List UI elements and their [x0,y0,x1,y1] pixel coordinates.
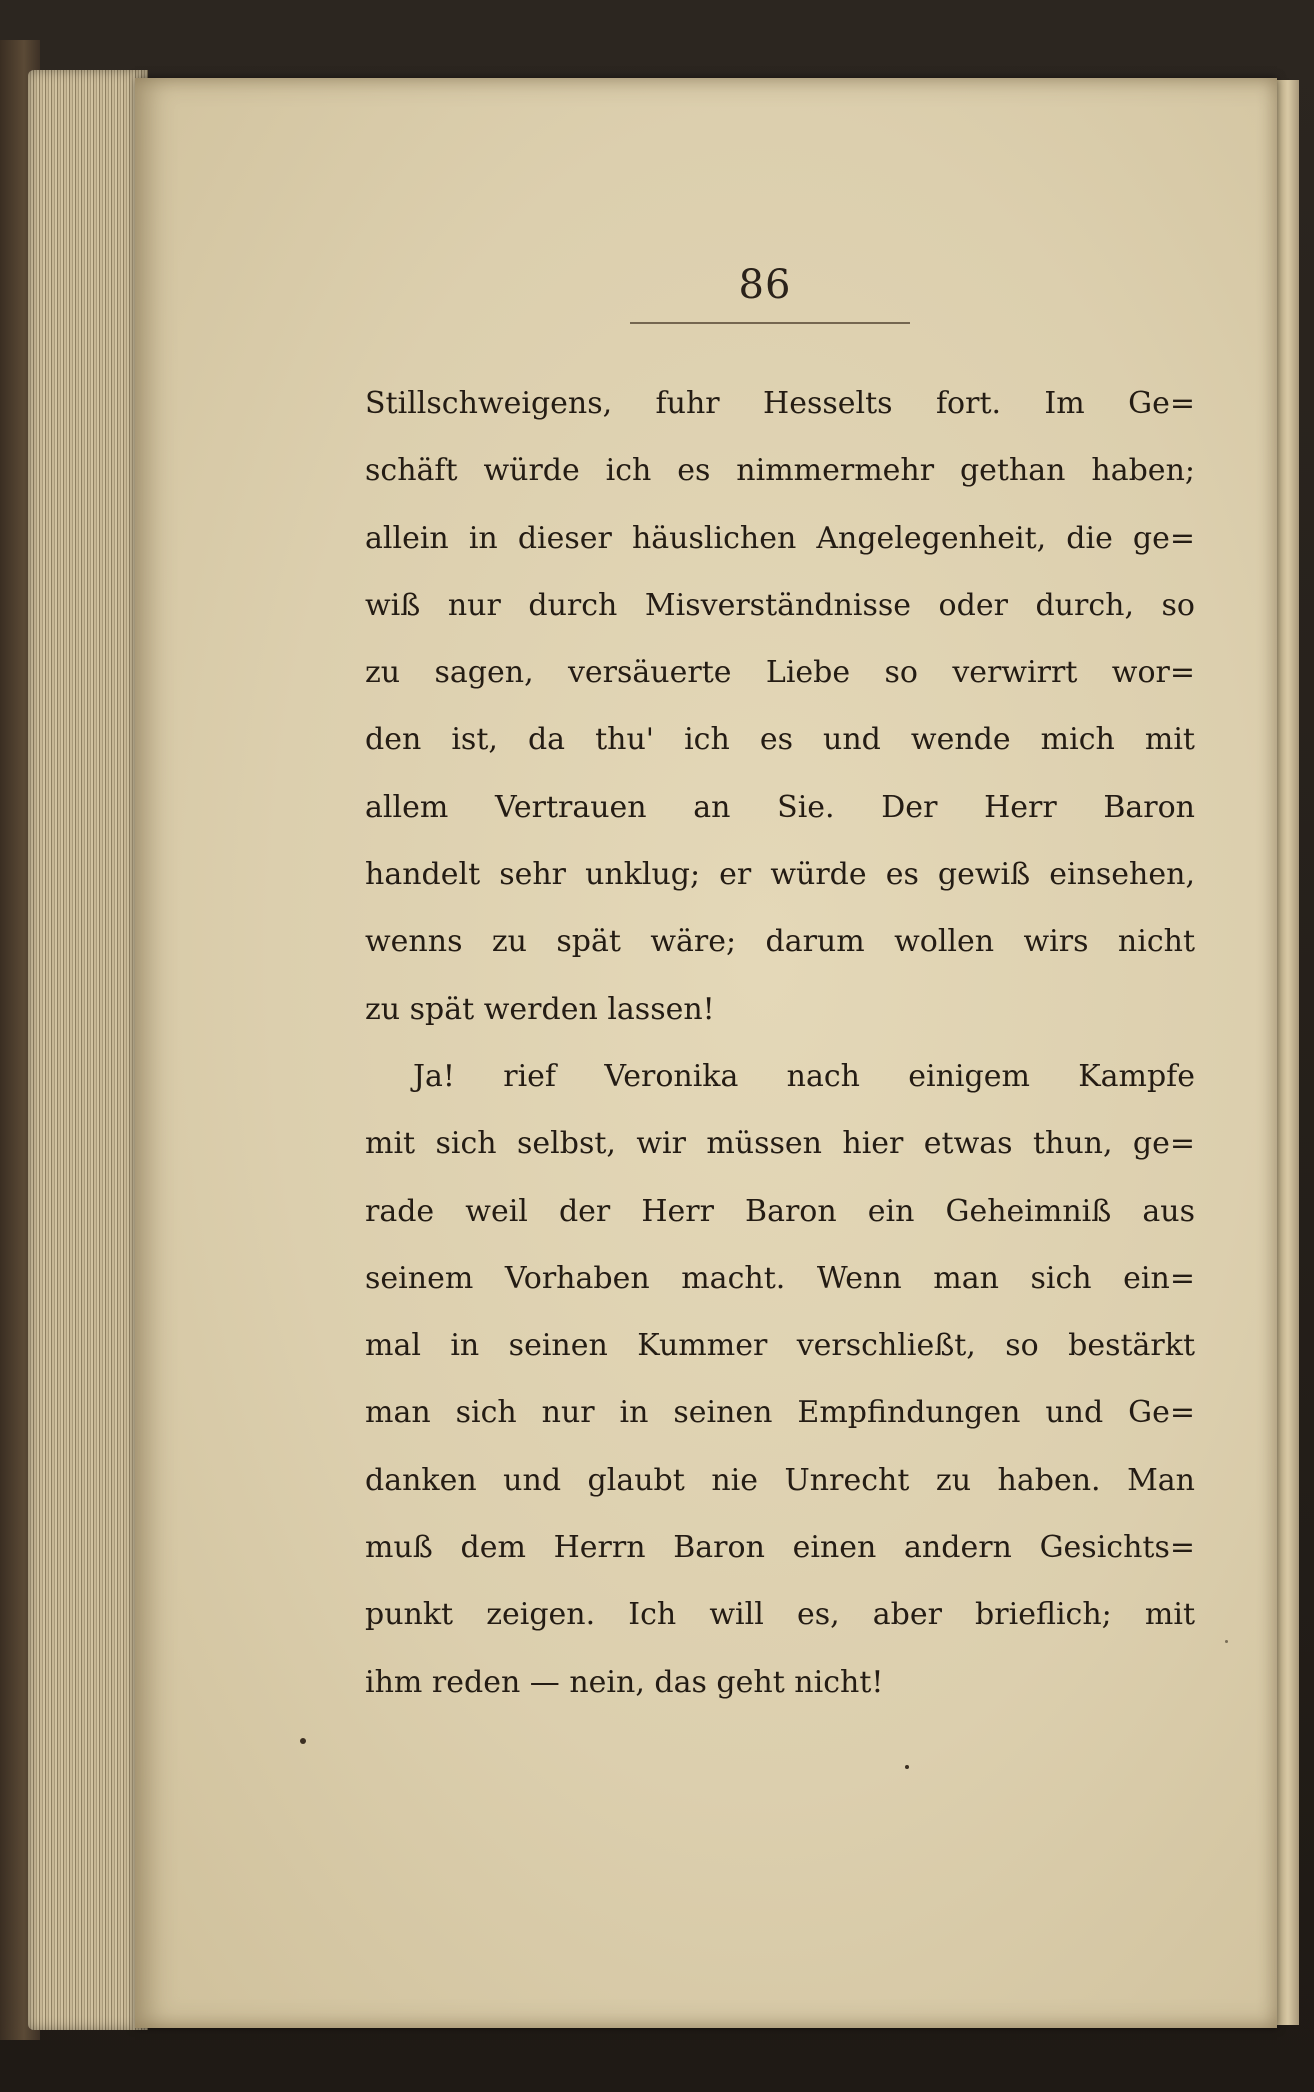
text-line: mal in seinen Kummer verschließt, so bestärkt [365,1328,1195,1364]
text-line: Stillschweigens, fuhr Hesselts fort. Im Ge= [365,386,1195,421]
text-line: schäft würde ich es nimmermehr gethan haben; [365,453,1195,489]
paper-speck [300,1738,306,1744]
text-line: punkt zeigen. Ich will es, aber brieflich; mit [365,1597,1195,1633]
paper-speck [905,1765,909,1769]
text-line: Ja! rief Veronika nach einigem Kampfe [413,1058,1195,1094]
right-page-edge [1277,80,1299,2025]
text-line: zu sagen, versäuerte Liebe so verwirrt wor= [365,655,1195,691]
text-line: allem Vertrauen an Sie. Der Herr Baron [365,789,1195,825]
text-line: mit sich selbst, wir müssen hier etwas thun, ge= [365,1126,1195,1162]
text-line: man sich nur in seinen Empfindungen und Ge= [365,1395,1195,1431]
text-line: allein in dieser häuslichen Angelegenheit, die ge= [365,520,1195,556]
header-rule [630,322,910,324]
text-line: den ist, da thu' ich es und wende mich mit [365,722,1195,758]
text-line: seinem Vorhaben macht. Wenn man sich ein= [365,1260,1195,1296]
text-line: zu spät werden lassen! [365,991,715,1027]
text-line: wiß nur durch Misverständnisse oder durch, so [365,587,1195,623]
text-line: danken und glaubt nie Unrecht zu haben. Man [365,1462,1195,1498]
body-text [365,370,1195,1716]
text-line: ihm reden — nein, das geht nicht! [365,1664,884,1700]
page-stack-edges [28,70,148,2030]
page-number: 86 [738,262,792,308]
text-line: muß dem Herrn Baron einen andern Gesichts= [365,1530,1195,1566]
paper-speck [1225,1640,1228,1643]
text-line: handelt sehr unklug; er würde es gewiß einsehen, [365,857,1195,893]
text-line: wenns zu spät wäre; darum wollen wirs nicht [365,924,1195,960]
text-line: rade weil der Herr Baron ein Geheimniß aus [365,1193,1195,1229]
